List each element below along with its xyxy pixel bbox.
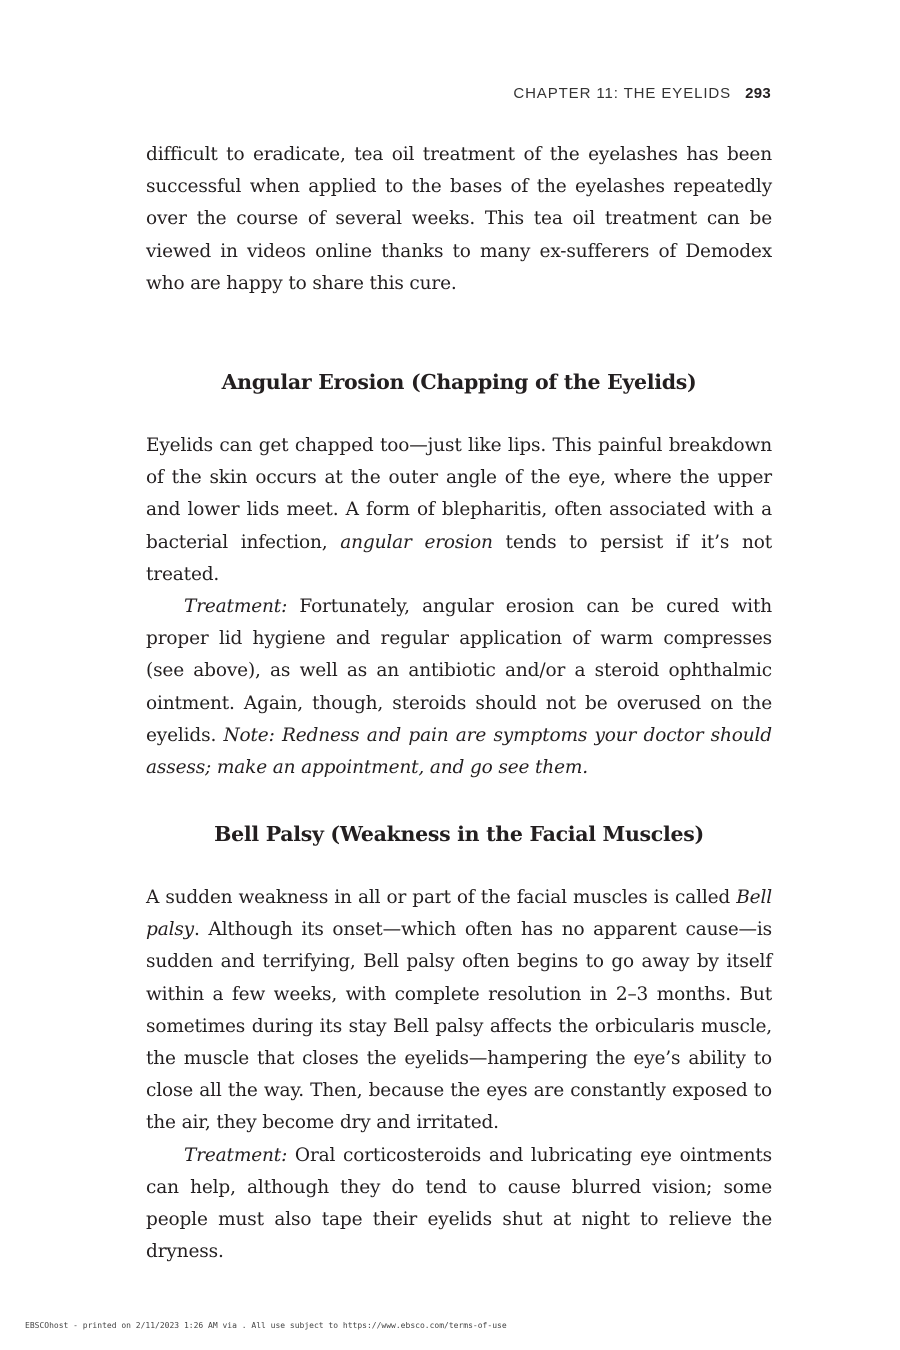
paragraph: difficult to eradicate, tea oil treatment of the eyelashes has been successful when applied to the bases of the eyelashes repeatedly over the course of several weeks. This tea oil treatment can be viewed in videos online thanks to many ex-sufferers of Demodex who are happy to share this cure.	[146, 144, 772, 294]
page-number: 293	[745, 85, 771, 102]
section-heading-angular-erosion: Angular Erosion (Chapping of the Eyelids)	[221, 370, 697, 394]
treatment-label: Treatment:	[184, 596, 288, 618]
term-bell-palsy: Bell palsy	[146, 887, 772, 941]
chapter-title: CHAPTER 11: THE EYELIDS	[513, 85, 732, 102]
continued-text-block	[146, 139, 772, 300]
section-heading-bell-palsy: Bell Palsy (Weakness in the Facial Muscles)	[214, 822, 704, 846]
paragraph: Eyelids can get chapped too—just like lips. This painful breakdown of the skin occurs at the outer angle of the eye, where the upper and lower lids meet. A form of blepharitis, often associated with a bacterial infection, angular erosion tends to persist if it’s not treated.	[146, 435, 773, 585]
paragraph-treatment: Treatment: Fortunately, angular erosion can be cured with proper lid hygiene and regular application of warm compresses (see above), as well as an antibiotic and/or a steroid ophthalmic ointment. Again, though, steroids should not be overused on the eyelids. Note: Redness and pain are symptoms your doctor should assess; make an appointment, and go see them.	[146, 596, 772, 779]
running-head	[513, 84, 771, 104]
paragraph: A sudden weakness in all or part of the facial muscles is called Bell palsy. Although its onset—which often has no apparent cause—is sudden and terrifying, Bell palsy often begins to go away by itself within a few weeks, with complete resolution in 2–3 months. But sometimes during its stay Bell palsy affects the orbicularis muscle, the muscle that closes the eyelids—hampering the eye’s ability to close all the way. Then, because the eyes are constantly exposed to the air, they become dry and irritated.	[146, 887, 772, 1134]
print-footer: EBSCOhost - printed on 2/11/2023 1:26 AM via . All use subject to https://www.ebsco.com/terms-of-use	[25, 1321, 507, 1330]
section-angular-erosion-body	[146, 430, 772, 784]
section-bell-palsy-body	[146, 882, 772, 1268]
paragraph-treatment: Treatment: Oral corticosteroids and lubricating eye ointments can help, although they do tend to cause blurred vision; some people must also tape their eyelids shut at night to relieve the dryness.	[146, 1144, 772, 1263]
note-text: Note: Redness and pain are symptoms your doctor should assess; make an appointment, and go see them.	[146, 724, 772, 779]
treatment-label: Treatment:	[184, 1144, 288, 1166]
term-angular-erosion: angular erosion	[340, 531, 493, 553]
